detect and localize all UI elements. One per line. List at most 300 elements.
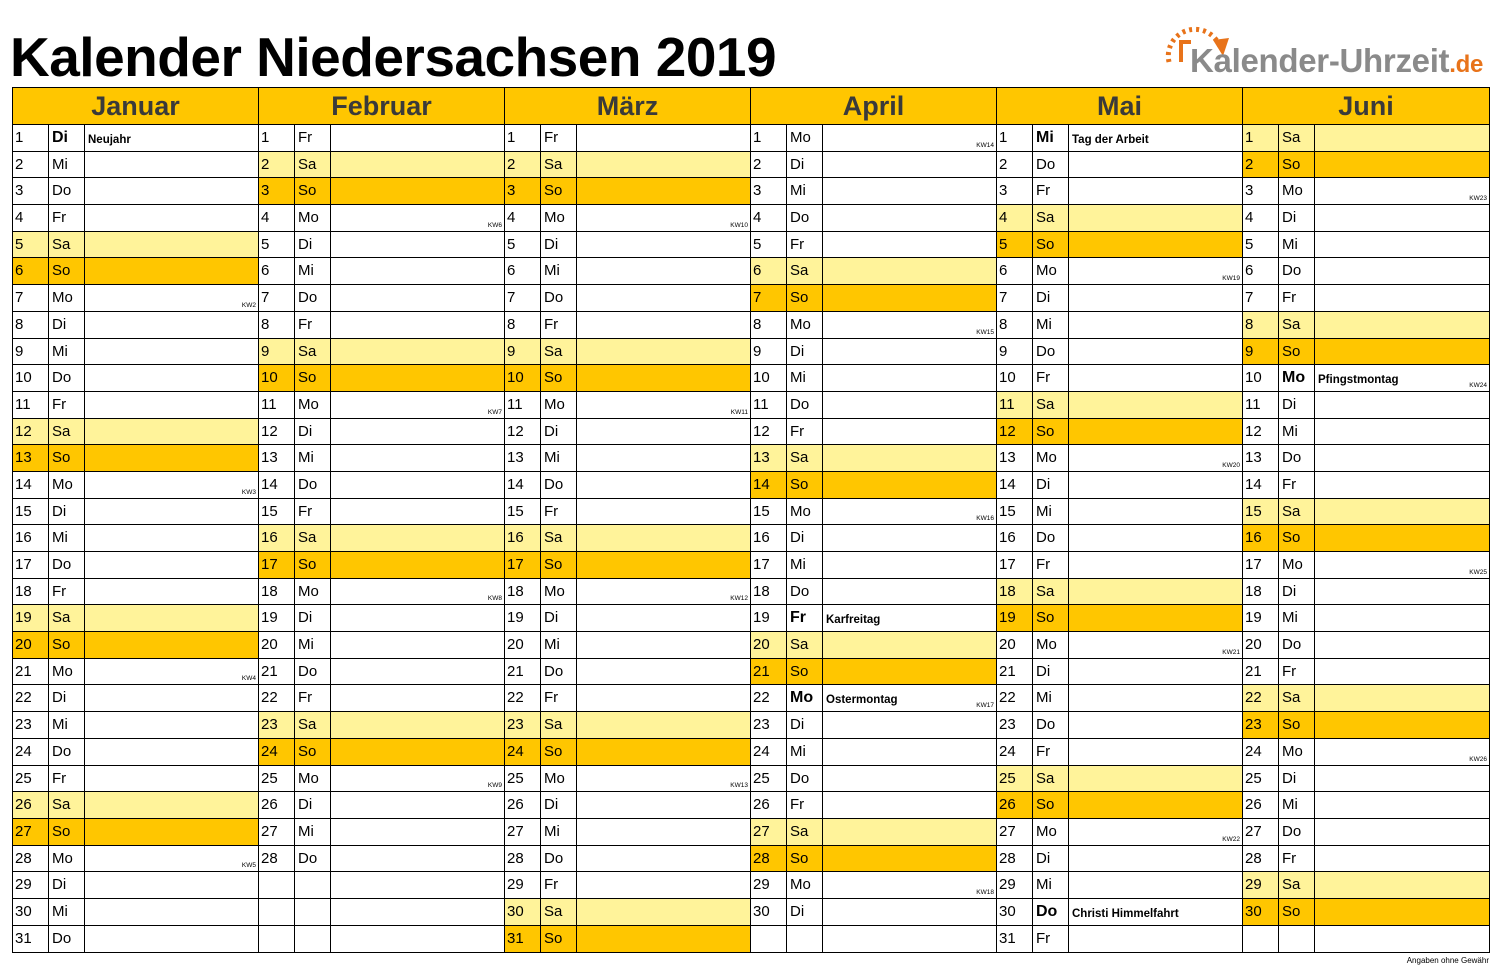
day-row	[997, 419, 1242, 446]
day-number: 30	[1243, 899, 1279, 925]
day-number: 17	[1243, 552, 1279, 578]
day-row	[751, 525, 996, 552]
day-number: 10	[505, 365, 541, 391]
day-number: 9	[997, 339, 1033, 365]
day-note	[85, 205, 258, 231]
weekday: Mo	[49, 285, 85, 311]
day-number: 20	[505, 632, 541, 658]
week-number: KW4	[241, 675, 256, 683]
day-number: 8	[259, 312, 295, 338]
day-number: 2	[13, 152, 49, 178]
day-note	[1315, 685, 1489, 711]
day-number: 15	[259, 499, 295, 525]
weekday: Mi	[787, 739, 823, 765]
day-row	[13, 232, 258, 259]
day-number: 12	[259, 419, 295, 445]
day-note	[1069, 525, 1242, 551]
logo-name: Kalender-Uhrzeit	[1190, 42, 1450, 79]
weekday: Sa	[541, 899, 577, 925]
day-number: 3	[505, 178, 541, 204]
day-row	[505, 872, 750, 899]
day-row	[997, 285, 1242, 312]
day-number: 2	[751, 152, 787, 178]
day-row	[997, 525, 1242, 552]
day-row	[1243, 846, 1489, 873]
day-row	[259, 685, 504, 712]
weekday: So	[541, 365, 577, 391]
day-number: 2	[259, 152, 295, 178]
day-note	[577, 605, 750, 631]
weekday: Do	[541, 659, 577, 685]
day-number: 1	[1243, 125, 1279, 151]
week-number: KW21	[1222, 648, 1240, 656]
week-number: KW15	[976, 328, 994, 336]
day-note	[1069, 766, 1242, 792]
day-row	[505, 819, 750, 846]
weekday: Mi	[541, 632, 577, 658]
weekday: So	[541, 178, 577, 204]
day-note	[1069, 125, 1242, 151]
day-row	[13, 419, 258, 446]
day-number: 19	[751, 605, 787, 631]
day-number: 16	[1243, 525, 1279, 551]
weekday: Fr	[1279, 472, 1315, 498]
holiday-label: Ostermontag	[826, 694, 898, 707]
weekday: Mi	[1033, 312, 1069, 338]
day-number: 11	[751, 392, 787, 418]
day-row	[751, 258, 996, 285]
weekday: So	[1279, 712, 1315, 738]
day-number: 10	[259, 365, 295, 391]
weekday: So	[49, 819, 85, 845]
day-number: 22	[13, 685, 49, 711]
day-note	[331, 445, 504, 471]
day-note	[85, 712, 258, 738]
day-note	[85, 472, 258, 498]
weekday: Mi	[541, 445, 577, 471]
day-number: 6	[13, 258, 49, 284]
weekday: Fr	[1033, 739, 1069, 765]
day-number: 16	[997, 525, 1033, 551]
weekday: Mo	[49, 659, 85, 685]
weekday	[295, 872, 331, 898]
month-header: Juni	[1243, 88, 1489, 125]
weekday: Di	[1279, 392, 1315, 418]
day-row	[751, 632, 996, 659]
day-row	[1243, 232, 1489, 259]
day-row	[1243, 339, 1489, 366]
day-number: 29	[1243, 872, 1279, 898]
weekday: Mo	[1033, 445, 1069, 471]
weekday: Fr	[541, 312, 577, 338]
day-note	[823, 659, 996, 685]
day-number: 7	[505, 285, 541, 311]
day-number: 14	[751, 472, 787, 498]
day-note	[85, 792, 258, 818]
day-row	[1243, 605, 1489, 632]
day-row	[997, 899, 1242, 926]
holiday-label: Karfreitag	[826, 614, 881, 627]
day-row	[751, 605, 996, 632]
day-number: 23	[751, 712, 787, 738]
day-number: 23	[1243, 712, 1279, 738]
day-note	[331, 819, 504, 845]
holiday-label: Tag der Arbeit	[1072, 134, 1149, 146]
weekday: Fr	[295, 312, 331, 338]
weekday: So	[787, 659, 823, 685]
week-number: KW25	[1469, 568, 1487, 576]
day-number: 18	[751, 579, 787, 605]
weekday: Mi	[1033, 685, 1069, 711]
day-note	[1069, 339, 1242, 365]
day-number	[259, 872, 295, 898]
day-row	[1243, 685, 1489, 712]
day-row	[259, 579, 504, 606]
weekday: Do	[787, 766, 823, 792]
day-row	[505, 499, 750, 526]
day-number: 2	[505, 152, 541, 178]
day-number: 27	[259, 819, 295, 845]
day-note	[577, 125, 750, 151]
day-row	[259, 178, 504, 205]
day-row	[1243, 712, 1489, 739]
day-note	[85, 819, 258, 845]
day-row	[751, 419, 996, 446]
day-row	[997, 579, 1242, 606]
day-row	[1243, 819, 1489, 846]
day-row	[751, 178, 996, 205]
day-row	[751, 685, 996, 712]
weekday: Mo	[787, 125, 823, 151]
day-note	[85, 685, 258, 711]
day-row	[13, 445, 258, 472]
day-row	[259, 632, 504, 659]
weekday: So	[1033, 605, 1069, 631]
weekday: Di	[787, 712, 823, 738]
day-row	[259, 125, 504, 152]
weekday: Di	[1279, 205, 1315, 231]
day-number: 30	[997, 899, 1033, 925]
weekday: So	[541, 739, 577, 765]
day-note	[1315, 792, 1489, 818]
day-note	[577, 659, 750, 685]
day-number: 16	[259, 525, 295, 551]
month-header: April	[751, 88, 996, 125]
day-note	[1069, 392, 1242, 418]
day-note	[85, 125, 258, 151]
day-number: 12	[505, 419, 541, 445]
weekday: Mi	[787, 365, 823, 391]
day-row	[1243, 258, 1489, 285]
weekday: Fr	[1033, 178, 1069, 204]
day-number: 24	[259, 739, 295, 765]
day-number: 13	[1243, 445, 1279, 471]
day-note	[1069, 899, 1242, 925]
day-note	[577, 632, 750, 658]
weekday: Sa	[541, 339, 577, 365]
weekday: Mo	[541, 392, 577, 418]
day-row	[505, 899, 750, 926]
weekday	[1279, 926, 1315, 953]
weekday: Fr	[49, 766, 85, 792]
day-row	[751, 285, 996, 312]
day-note	[823, 232, 996, 258]
day-number: 6	[751, 258, 787, 284]
day-number: 7	[13, 285, 49, 311]
weekday: So	[295, 552, 331, 578]
day-number: 17	[13, 552, 49, 578]
day-note	[1315, 152, 1489, 178]
day-number: 13	[751, 445, 787, 471]
day-number: 14	[1243, 472, 1279, 498]
day-note	[823, 712, 996, 738]
day-note	[1069, 205, 1242, 231]
day-row	[13, 685, 258, 712]
weekday: Do	[295, 285, 331, 311]
day-note	[1315, 525, 1489, 551]
day-note	[331, 312, 504, 338]
day-row	[751, 712, 996, 739]
day-note	[823, 178, 996, 204]
day-row	[505, 846, 750, 873]
day-number: 20	[13, 632, 49, 658]
weekday: Fr	[295, 499, 331, 525]
weekday: Mi	[1279, 605, 1315, 631]
site-logo[interactable]	[1155, 10, 1495, 90]
weekday: So	[295, 739, 331, 765]
holiday-label: Pfingstmontag	[1318, 374, 1399, 387]
day-note	[331, 685, 504, 711]
day-note	[823, 285, 996, 311]
weekday: So	[541, 552, 577, 578]
day-number: 25	[259, 766, 295, 792]
day-note	[331, 739, 504, 765]
weekday: Mo	[1279, 552, 1315, 578]
weekday: Fr	[1279, 659, 1315, 685]
day-note	[577, 685, 750, 711]
day-row	[505, 392, 750, 419]
day-row	[13, 819, 258, 846]
day-note	[85, 365, 258, 391]
day-note	[85, 659, 258, 685]
day-number: 6	[1243, 258, 1279, 284]
day-row	[1243, 125, 1489, 152]
day-row	[259, 605, 504, 632]
day-row	[13, 739, 258, 766]
day-number: 1	[259, 125, 295, 151]
day-number: 13	[505, 445, 541, 471]
day-note	[331, 419, 504, 445]
day-note	[823, 365, 996, 391]
day-row	[751, 766, 996, 793]
weekday: Sa	[1033, 392, 1069, 418]
day-note	[1315, 632, 1489, 658]
day-number: 5	[997, 232, 1033, 258]
day-note	[331, 205, 504, 231]
day-row	[259, 766, 504, 793]
day-row	[259, 712, 504, 739]
day-number: 2	[1243, 152, 1279, 178]
day-row	[259, 899, 504, 926]
day-note	[577, 152, 750, 178]
weekday: Mo	[1279, 739, 1315, 765]
day-number: 5	[1243, 232, 1279, 258]
day-row	[13, 766, 258, 793]
day-number: 11	[997, 392, 1033, 418]
weekday: Mo	[295, 392, 331, 418]
day-note	[1069, 685, 1242, 711]
day-number: 13	[997, 445, 1033, 471]
weekday: So	[49, 258, 85, 284]
day-row	[997, 178, 1242, 205]
weekday: Di	[787, 525, 823, 551]
weekday: Fr	[1033, 365, 1069, 391]
day-row	[1243, 285, 1489, 312]
day-number: 22	[997, 685, 1033, 711]
month-column	[505, 88, 751, 952]
weekday: Di	[1033, 659, 1069, 685]
day-note	[1315, 846, 1489, 872]
weekday: Mi	[1279, 419, 1315, 445]
day-row	[505, 312, 750, 339]
day-number	[259, 899, 295, 925]
weekday: Mo	[1033, 819, 1069, 845]
day-row	[751, 472, 996, 499]
weekday: Do	[1033, 152, 1069, 178]
weekday: Fr	[787, 232, 823, 258]
weekday: Do	[49, 926, 85, 953]
day-number: 15	[997, 499, 1033, 525]
day-note	[331, 926, 504, 953]
weekday: Mi	[49, 712, 85, 738]
day-number: 25	[505, 766, 541, 792]
day-note	[85, 152, 258, 178]
day-number: 31	[13, 926, 49, 953]
day-number: 17	[751, 552, 787, 578]
day-note	[85, 339, 258, 365]
day-number: 30	[751, 899, 787, 925]
week-number: KW8	[487, 595, 502, 603]
day-note	[1315, 392, 1489, 418]
week-number: KW9	[487, 782, 502, 790]
day-note	[823, 472, 996, 498]
day-row	[13, 205, 258, 232]
day-number: 25	[1243, 766, 1279, 792]
weekday: So	[787, 472, 823, 498]
weekday: Sa	[787, 819, 823, 845]
day-number: 16	[751, 525, 787, 551]
week-number: KW16	[976, 515, 994, 523]
weekday: Fr	[295, 125, 331, 151]
day-number: 8	[13, 312, 49, 338]
day-number: 21	[13, 659, 49, 685]
day-note	[331, 258, 504, 284]
day-number: 10	[13, 365, 49, 391]
weekday: Fr	[1033, 552, 1069, 578]
day-row	[259, 392, 504, 419]
weekday: So	[1033, 232, 1069, 258]
day-row	[751, 339, 996, 366]
day-number: 3	[259, 178, 295, 204]
day-row	[1243, 419, 1489, 446]
day-number: 31	[505, 926, 541, 953]
day-number: 20	[259, 632, 295, 658]
weekday: Sa	[1279, 685, 1315, 711]
day-note	[331, 339, 504, 365]
day-number: 9	[751, 339, 787, 365]
day-note	[823, 926, 996, 953]
day-row	[13, 632, 258, 659]
weekday: Di	[1279, 579, 1315, 605]
day-note	[1315, 872, 1489, 898]
day-row	[505, 205, 750, 232]
month-column	[13, 88, 259, 952]
day-note	[577, 339, 750, 365]
day-note	[1315, 232, 1489, 258]
week-number: KW20	[1222, 461, 1240, 469]
day-row	[505, 552, 750, 579]
day-row	[997, 819, 1242, 846]
day-number: 26	[505, 792, 541, 818]
day-number: 5	[259, 232, 295, 258]
weekday: Mo	[541, 205, 577, 231]
weekday: Sa	[787, 445, 823, 471]
weekday: Fr	[541, 125, 577, 151]
day-note	[823, 792, 996, 818]
day-note	[85, 499, 258, 525]
weekday: Fr	[1279, 846, 1315, 872]
day-number: 1	[997, 125, 1033, 151]
weekday: Mi	[1279, 232, 1315, 258]
weekday: Di	[49, 685, 85, 711]
day-note	[577, 926, 750, 953]
day-note	[577, 445, 750, 471]
day-note	[823, 685, 996, 711]
day-note	[331, 846, 504, 872]
day-note	[823, 419, 996, 445]
month-column	[259, 88, 505, 952]
day-note	[1315, 579, 1489, 605]
weekday: Mi	[295, 258, 331, 284]
day-number: 27	[505, 819, 541, 845]
day-row	[751, 312, 996, 339]
day-number: 28	[505, 846, 541, 872]
weekday: Mo	[787, 312, 823, 338]
day-note	[577, 579, 750, 605]
day-note	[577, 472, 750, 498]
weekday: Sa	[49, 419, 85, 445]
day-row	[259, 285, 504, 312]
weekday: Sa	[541, 152, 577, 178]
month-header: Januar	[13, 88, 258, 125]
day-note	[823, 125, 996, 151]
weekday: Sa	[295, 525, 331, 551]
day-note	[577, 178, 750, 204]
weekday: So	[1279, 899, 1315, 925]
day-number: 7	[259, 285, 295, 311]
day-row	[751, 125, 996, 152]
day-number: 30	[505, 899, 541, 925]
day-row	[751, 152, 996, 179]
day-row	[505, 365, 750, 392]
day-number: 17	[505, 552, 541, 578]
day-row	[997, 552, 1242, 579]
weekday: Mo	[295, 205, 331, 231]
day-note	[1315, 472, 1489, 498]
day-row	[259, 525, 504, 552]
day-note	[85, 926, 258, 953]
weekday: Mo	[49, 846, 85, 872]
